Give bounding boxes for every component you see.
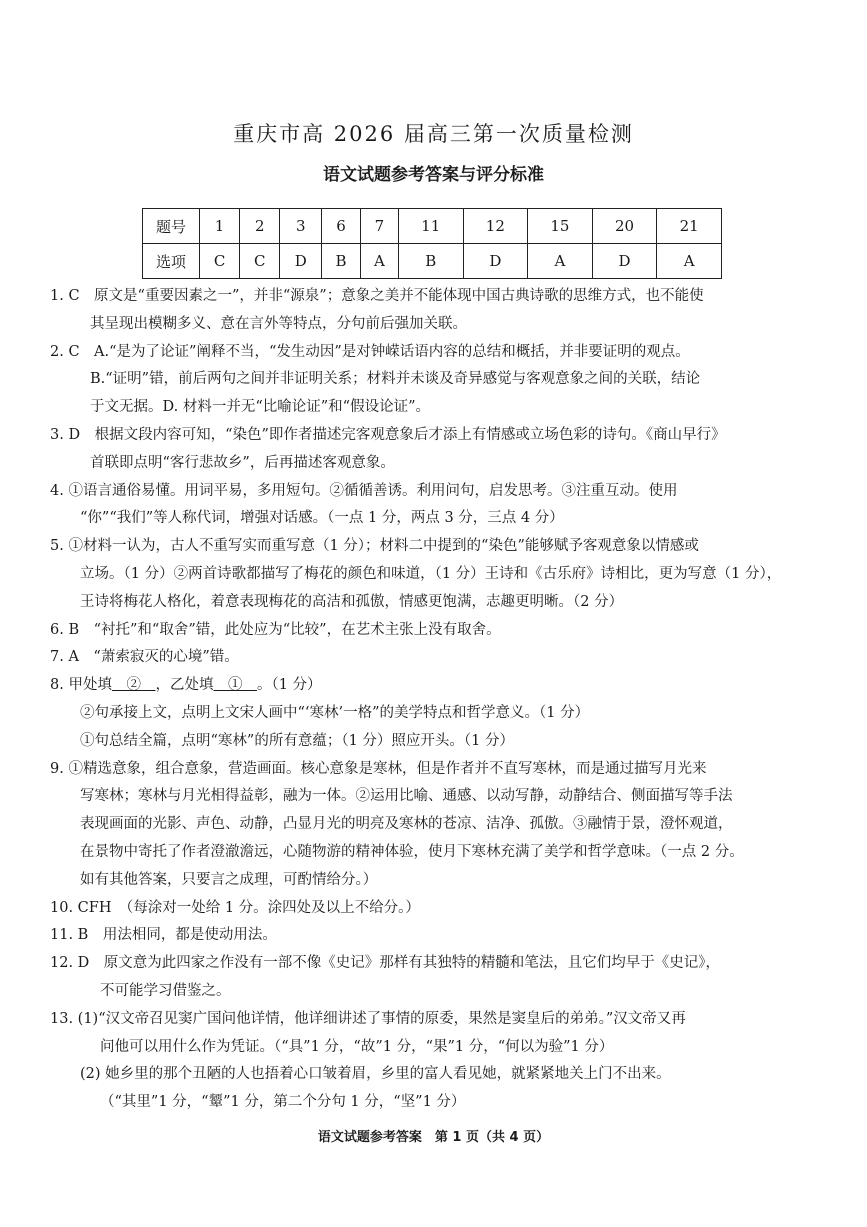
answer-option: C bbox=[200, 244, 240, 279]
answer-table bbox=[142, 208, 722, 279]
answer-option: B bbox=[398, 244, 463, 279]
question-number: 21 bbox=[657, 209, 722, 244]
q12-line: 不可能学习借鉴之。 bbox=[100, 982, 231, 999]
q8-suffix: 。（1 分） bbox=[256, 677, 322, 694]
answer-table-number-row bbox=[143, 209, 722, 244]
question-number: 1 bbox=[200, 209, 240, 244]
q1-line: 1. C 原文是“重要因素之一”，并非“源泉”；意象之美并不能体现中国古典诗歌的思维方式，也不能使 bbox=[50, 288, 704, 304]
q8-line: ②句承接上文，点明上文宋人画中“‘寒林’一格”的美学特点和哲学意义。（1 分） bbox=[80, 704, 590, 721]
q5-line: 立场。（1 分）②两首诗歌都描写了梅花的颜色和味道，（1 分）王诗和《古乐府》诗相比，更为写意（1 分）， bbox=[80, 565, 782, 582]
q8-line bbox=[50, 672, 817, 700]
q9-line: 9. ①精选意象，组合意象，营造画面。核心意象是寒林，但是作者并不直写寒林，而是通过描写月光来 bbox=[50, 760, 707, 777]
answer-option: A bbox=[657, 244, 722, 279]
row-label-option: 选项 bbox=[143, 244, 200, 279]
question-number: 20 bbox=[592, 209, 657, 244]
q6-line: 6. B “衬托”和“取舍”错，此处应为“比较”，在艺术主张上没有取舍。 bbox=[50, 621, 501, 638]
question-number: 3 bbox=[280, 209, 322, 244]
answer-option: A bbox=[360, 244, 398, 279]
answer-option: B bbox=[322, 244, 361, 279]
q4-line: 4. ①语言通俗易懂。用词平易，多用短句。②循循善诱。利用问句，启发思考。③注重互动。使用 bbox=[50, 482, 678, 499]
q5-line: 王诗将梅花人格化，着意表现梅花的高洁和孤傲，情感更饱满，志趣更明晰。（2 分） bbox=[80, 593, 624, 610]
answer-explanations bbox=[50, 283, 817, 1117]
question-number: 2 bbox=[240, 209, 280, 244]
q8-middle: ，乙处填 bbox=[155, 677, 214, 694]
page-footer: 语文试题参考答案 第 1 页（共 4 页） bbox=[317, 1130, 550, 1145]
q3-line: 3. D 根据文段内容可知，“染色”即作者描述完客观意象后才添上有情感或立场色彩的诗句。《商山早行》 bbox=[50, 426, 726, 443]
q4-line: “你”“我们”等人称代词，增强对话感。（一点 1 分，两点 3 分，三点 4 分） bbox=[80, 510, 564, 527]
q13-line: 问他可以用什么作为凭证。（“具”1 分，“故”1 分，“果”1 分，“何以为验”1 分） bbox=[100, 1038, 614, 1055]
question-number: 15 bbox=[528, 209, 593, 244]
q13-line: （“其里”1 分，“颦”1 分，第二个分句 1 分，“坚”1 分） bbox=[100, 1094, 466, 1111]
question-number: 7 bbox=[360, 209, 398, 244]
q9-line: 表现画面的光影、声色、动静，凸显月光的明亮及寒林的苍凉、洁净、孤傲。③融情于景，澄怀观道， bbox=[80, 816, 733, 833]
answer-option: A bbox=[528, 244, 593, 279]
q1-line: 其呈现出模糊多义、意在言外等特点，分句前后强加关联。 bbox=[90, 315, 467, 332]
answer-table-option-row bbox=[143, 244, 722, 279]
q9-line: 如有其他答案，只要言之成理，可酌情给分。） bbox=[80, 871, 378, 888]
q3-line: 首联即点明“客行悲故乡”，后再描述客观意象。 bbox=[90, 454, 395, 471]
q7-line: 7. A “萧索寂灭的心境”错。 bbox=[50, 649, 239, 666]
question-number: 11 bbox=[398, 209, 463, 244]
q13-line: (2) 她乡里的那个丑陋的人也捂着心口皱着眉，乡里的富人看见她，就紧紧地关上门不出来。 bbox=[80, 1066, 671, 1083]
q9-line: 在景物中寄托了作者澄澈澹远，心随物游的精神体验，使月下寒林充满了美学和哲学意味。（一点 2 分。 bbox=[80, 843, 744, 860]
q2-line: 2. C A.“是为了论证”阐释不当，“发生动因”是对钟嵘话语内容的总结和概括，并非要证明的观点。 bbox=[50, 343, 690, 360]
q8-blank-jia: ② bbox=[111, 677, 156, 694]
q5-line: 5. ①材料一认为，古人不重写实而重写意（1 分）；材料二中提到的“染色”能够赋予客观意象以情感或 bbox=[50, 538, 699, 555]
q8-prefix: 8. 甲处填 bbox=[50, 677, 112, 694]
page-subtitle: 语文试题参考答案与评分标准 bbox=[323, 165, 544, 185]
q13-line: 13. (1)“汉文帝召见窦广国问他详情，他详细讲述了事情的原委，果然是窦皇后的弟弟。”汉文帝又再 bbox=[50, 1010, 686, 1027]
q8-blank-yi: ① bbox=[213, 677, 257, 694]
q2-line: B.“证明”错，前后两句之间并非证明关系；材料并未谈及奇异感觉与客观意象之间的关联，结论 bbox=[90, 371, 701, 388]
q2-line: 于文无据。D. 材料一并无“比喻论证”和“假设论证”。 bbox=[90, 399, 430, 416]
answer-option: C bbox=[240, 244, 280, 279]
answer-option: D bbox=[592, 244, 657, 279]
row-label-number: 题号 bbox=[143, 209, 200, 244]
question-number: 6 bbox=[322, 209, 361, 244]
page-title: 重庆市高 2026 届高三第一次质量检测 bbox=[233, 122, 634, 146]
question-number: 12 bbox=[463, 209, 528, 244]
q11-line: 11. B 用法相同，都是使动用法。 bbox=[50, 927, 277, 944]
answer-option: D bbox=[280, 244, 322, 279]
q8-line: ①句总结全篇，点明“寒林”的所有意蕴；（1 分）照应开头。（1 分） bbox=[80, 732, 514, 749]
q9-line: 写寒林；寒林与月光相得益彰，融为一体。②运用比喻、通感、以动写静，动静结合、侧面描写等手法 bbox=[80, 788, 733, 805]
q12-line: 12. D 原文意为此四家之作没有一部不像《史记》那样有其独特的精髓和笔法，且它们均早于《史记》， bbox=[50, 955, 721, 972]
q10-line: 10. CFH （每涂对一处给 1 分。涂四处及以上不给分。） bbox=[50, 899, 420, 916]
answer-option: D bbox=[463, 244, 528, 279]
